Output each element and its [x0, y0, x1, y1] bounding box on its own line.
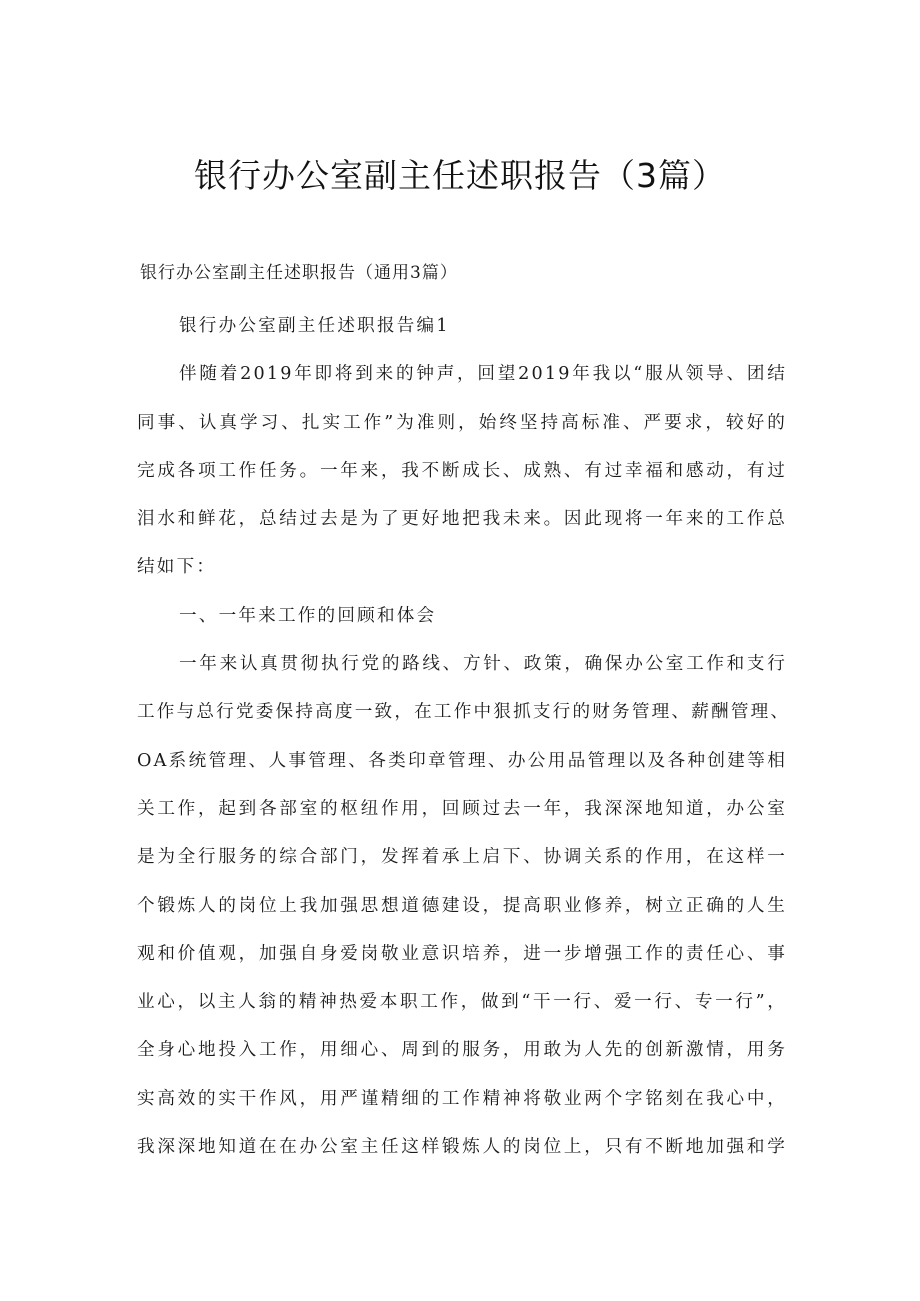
body-line: 个锻炼人的岗位上我加强思想道德建设，提高职业修养，树立正确的人生	[137, 895, 787, 916]
body-line: 同事、认真学习、扎实工作”为准则，始终坚持高标准、严要求，较好的	[137, 412, 787, 433]
document-subtitle: 银行办公室副主任述职报告（通用3篇）	[140, 263, 458, 283]
body-line: 实高效的实干作风，用严谨精细的工作精神将敬业两个字铭刻在我心中，	[137, 1088, 787, 1109]
body-line: 完成各项工作任务。一年来，我不断成长、成熟、有过幸福和感动，有过	[137, 460, 787, 481]
body-line: 全身心地投入工作，用细心、周到的服务，用敢为人先的创新激情，用务	[137, 1040, 787, 1061]
body-line: 工作与总行党委保持高度一致，在工作中狠抓支行的财务管理、薪酬管理、	[137, 702, 791, 723]
body-line: 伴随着2019年即将到来的钟声，回望2019年我以“服从领导、团结	[179, 364, 787, 385]
document-body	[137, 302, 791, 1171]
body-line: 一年来认真贯彻执行党的路线、方针、政策，确保办公室工作和支行	[179, 654, 787, 675]
body-line: 业心，以主人翁的精神热爱本职工作，做到“干一行、爱一行、专一行”，	[137, 992, 787, 1013]
body-line: 观和价值观，加强自身爱岗敬业意识培养，进一步增强工作的责任心、事	[137, 943, 787, 964]
body-line: 结如下：	[137, 557, 217, 578]
body-line: 银行办公室副主任述职报告编1	[179, 316, 450, 336]
body-line: 泪水和鲜花，总结过去是为了更好地把我未来。因此现将一年来的工作总	[137, 509, 787, 530]
body-line: OA系统管理、人事管理、各类印章管理、办公用品管理以及各种创建等相	[137, 750, 787, 771]
body-line: 一、一年来工作的回顾和体会	[179, 605, 437, 626]
document-title: 银行办公室副主任述职报告（3篇）	[194, 156, 726, 195]
body-line: 关工作，起到各部室的枢纽作用，回顾过去一年，我深深地知道，办公室	[137, 798, 787, 819]
body-line: 我深深地知道在在办公室主任这样锻炼人的岗位上，只有不断地加强和学	[137, 1137, 787, 1158]
body-line: 是为全行服务的综合部门，发挥着承上启下、协调关系的作用，在这样一	[137, 847, 787, 868]
